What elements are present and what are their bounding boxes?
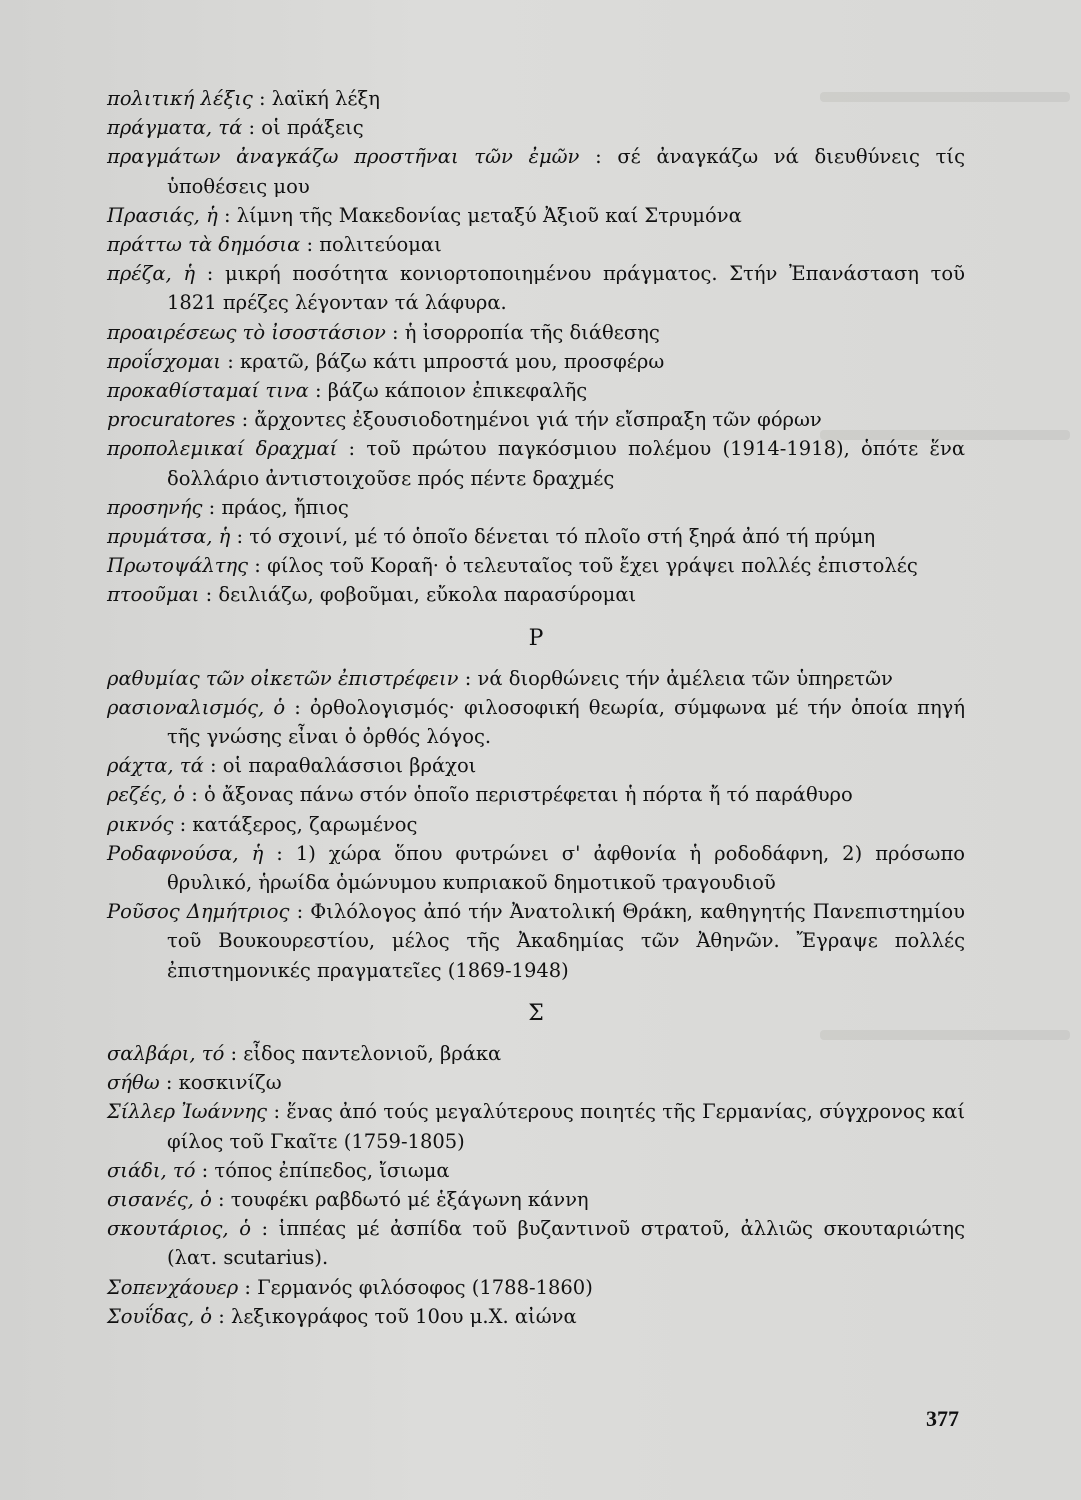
glossary-entry: πρυμάτσα, ἡ : τό σχοινί, μέ τό ὁποῖο δένεται τό πλοῖο στή ξηρά ἀπό τή πρύμη: [107, 525, 876, 549]
pi-section: [107, 84, 965, 610]
glossary-entry: προσηνής : πράος, ἤπιος: [107, 495, 349, 519]
glossary-entry: Σοπενχάουερ : Γερμανός φιλόσοφος (1788-1860): [107, 1275, 593, 1299]
glossary-entry: σκουτάριος, ὁ : ἱππέας μέ ἀσπίδα τοῦ βυζαντινοῦ στρατοῦ, ἀλλιῶς σκουταριώτης (λατ. scutarius).: [107, 1217, 965, 1270]
glossary-entry: πτοοῦμαι : δειλιάζω, φοβοῦμαι, εὔκολα παρασύρομαι: [107, 583, 637, 607]
glossary-entry: πολιτική λέξις : λαϊκή λέξη: [107, 87, 380, 110]
glossary-entry: ρεζές, ὁ : ὁ ἄξονας πάνω στόν ὁποῖο περιστρέφεται ἡ πόρτα ἤ τό παράθυρο: [107, 783, 853, 807]
glossary-entry: προαιρέσεως τὸ ἰσοστάσιον : ἡ ἰσορροπία τῆς διάθεσης: [107, 320, 660, 344]
glossary-entry: σισανές, ὁ : τουφέκι ραβδωτό μέ ἑξάγωνη κάννη: [107, 1187, 589, 1211]
glossary-entry: Πρωτοψάλτης : φίλος τοῦ Κοραῆ· ὁ τελευταῖος τοῦ ἔχει γράψει πολλές ἐπιστολές: [107, 554, 918, 578]
glossary-entry: Ροδαφνούσα, ἡ : 1) χώρα ὅπου φυτρώνει σ' ἀφθονία ἡ ροδοδάφνη, 2) πρόσωπο θρυλικό, ἡρωίδα ὁμώνυμου κυπριακοῦ δημοτικοῦ τραγουδιοῦ: [107, 841, 966, 895]
section-letter-rho: Ρ: [528, 625, 544, 651]
glossary-entry: procuratores : ἄρχοντες ἐξουσιοδοτημένοι γιά τήν εἴσπραξη τῶν φόρων: [107, 408, 822, 432]
section-letter-sigma: Σ: [528, 1000, 544, 1026]
glossary-entry: πραγμάτων ἀναγκάζω προστῆναι τῶν ἐμῶν : σέ ἀναγκάζω νά διευθύνεις τίς ὑποθέσεις μου: [107, 145, 965, 198]
glossary-entry: πράγματα, τά : οἱ πράξεις: [107, 116, 364, 140]
glossary-entry: προκαθίσταμαί τινα : βάζω κάποιον ἐπικεφαλῆς: [107, 379, 588, 403]
glossary-entry: ράχτα, τά : οἱ παραθαλάσσιοι βράχοι: [107, 754, 477, 778]
glossary-entry: ρασιοναλισμός, ὁ : ὀρθολογισμός· φιλοσοφική θεωρία, σύμφωνα μέ τήν ὁποία πηγή τῆς γνώσης εἶναι ὁ ὀρθός λόγος.: [107, 695, 966, 749]
glossary-content: [107, 84, 965, 1331]
glossary-entry: πρέζα, ἡ : μικρή ποσότητα κονιορτοποιημένου πράγματος. Στήν Ἐπανάσταση τοῦ 1821 πρέζες λέγονταν τά λάφυρα.: [107, 262, 966, 315]
rho-section: [107, 664, 965, 985]
page-number: 377: [926, 1406, 959, 1431]
glossary-entry: σαλβάρι, τό : εἶδος παντελονιοῦ, βράκα: [107, 1041, 502, 1065]
glossary-entry: Πρασιάς, ἡ : λίμνη τῆς Μακεδονίας μεταξύ Ἀξιοῦ καί Στρυμόνα: [107, 203, 742, 227]
glossary-entry: πράττω τὰ δημόσια : πολιτεύομαι: [107, 233, 442, 257]
glossary-entry: ρικνός : κατάξερος, ζαρωμένος: [107, 812, 418, 836]
glossary-entry: Ροῦσος Δημήτριος : Φιλόλογος ἀπό τήν Ἀνατολική Θράκη, καθηγητής Πανεπιστημίου τοῦ Βουκουρεστίου, μέλος τῆς Ἀκαδημίας τῶν Ἀθηνῶν. Ἔγραψε πολλές ἐπιστημονικές πραγματεῖες (1869-1948): [107, 900, 965, 982]
glossary-entry: ραθυμίας τῶν οἰκετῶν ἐπιστρέφειν : νά διορθώνεις τήν ἀμέλεια τῶν ὑπηρετῶν: [107, 666, 893, 690]
sigma-section: [107, 1039, 965, 1331]
glossary-entry: Σίλλερ Ἰωάννης : ἕνας ἀπό τούς μεγαλύτερους ποιητές τῆς Γερμανίας, σύγχρονος καί φίλος τοῦ Γκαῖτε (1759-1805): [107, 1100, 965, 1153]
glossary-entry: προΐσχομαι : κρατῶ, βάζω κάτι μπροστά μου, προσφέρω: [107, 349, 665, 373]
glossary-entry: προπολεμικαί δραχμαί : τοῦ πρώτου παγκόσμιου πολέμου (1914-1918), ὁπότε ἕνα δολλάριο ἀντιστοιχοῦσε πρός πέντε δραχμές: [107, 437, 966, 490]
glossary-entry: Σουΐδας, ὁ : λεξικογράφος τοῦ 10ου μ.Χ. αἰώνα: [107, 1304, 577, 1328]
glossary-entry: σήθω : κοσκινίζω: [107, 1071, 282, 1095]
glossary-entry: σιάδι, τό : τόπος ἐπίπεδος, ἴσιωμα: [107, 1158, 450, 1182]
